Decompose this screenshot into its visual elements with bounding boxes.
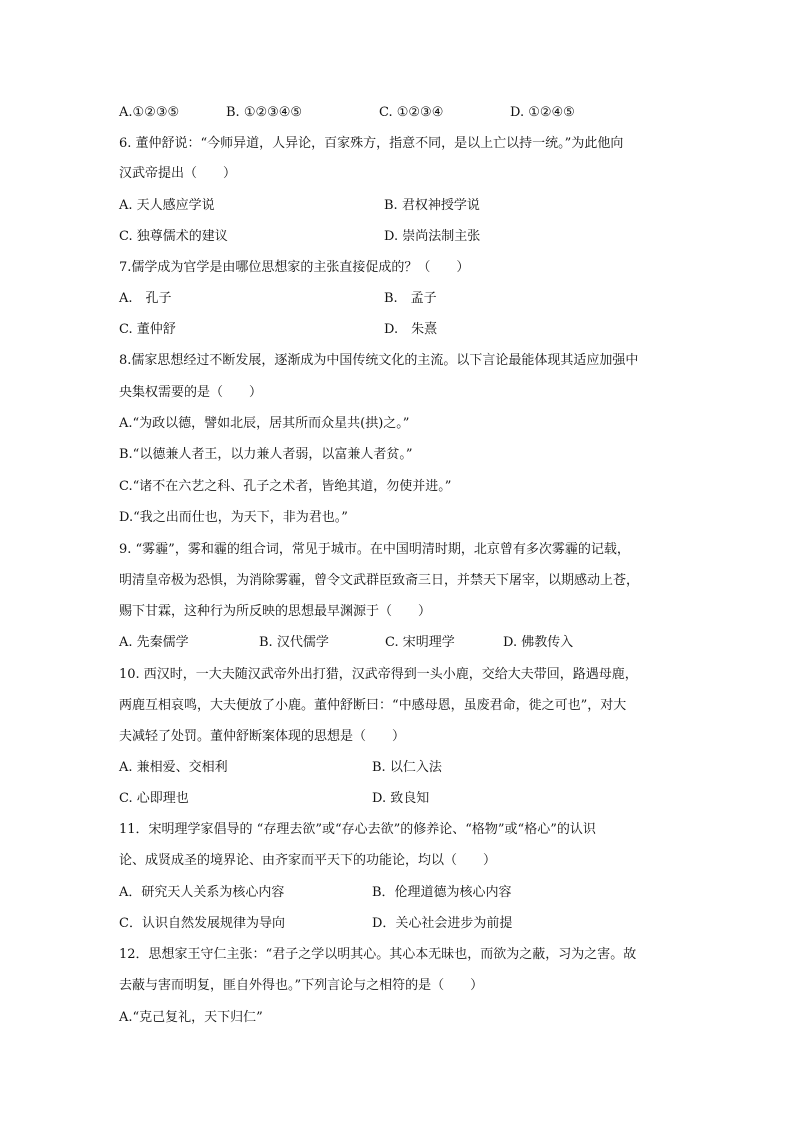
q5-option-d: D. ①②④⑤: [510, 105, 575, 120]
q11-option-b: B．伦理道德为核心内容: [372, 885, 512, 900]
q8-stem-line1: 8.儒家思想经过不断发展，逐渐成为中国传统文化的主流。以下言论最能体现其适应加强中: [119, 353, 639, 368]
q10-option-a: A. 兼相爱、交相利: [119, 760, 228, 775]
q10-option-d: D. 致良知: [372, 791, 430, 806]
q10-option-b: B. 以仁入法: [372, 760, 442, 775]
q8-option-a: A.“为政以德，譬如北辰，居其所而众星共(拱)之。”: [119, 416, 410, 431]
q6-option-c: C. 独尊儒术的建议: [119, 229, 228, 244]
q7-stem: 7.儒学成为官学是由哪位思想家的主张直接促成的？（ ）: [119, 260, 470, 275]
q11-option-d: D．关心社会进步为前提: [372, 916, 513, 931]
q11-option-c: C．认识自然发展规律为导向: [119, 916, 285, 931]
q5-option-a: A.①②③⑤: [119, 105, 180, 120]
q10-option-c: C. 心即理也: [119, 791, 189, 806]
q9-option-d: D. 佛教传入: [503, 635, 574, 650]
q12-stem-line2: 去蔽与害而明复，匪自外得也。”下列言论与之相符的是（ ）: [119, 978, 484, 993]
q7-option-d: D. 朱熹: [384, 322, 438, 337]
q6-option-b: B. 君权神授学说: [384, 198, 480, 213]
q9-option-c: C. 宋明理学: [385, 635, 455, 650]
q12-option-a: A.“克己复礼，天下归仁”: [119, 1010, 263, 1025]
q6-stem-line1: 6. 董仲舒说：“今师异道，人异论，百家殊方，指意不同，是以上亡以持一统。”为此他向: [119, 136, 624, 151]
q8-option-b: B.“以德兼人者王，以力兼人者弱，以富兼人者贫。”: [119, 447, 413, 462]
q8-stem-line2: 央集权需要的是（ ）: [119, 385, 263, 400]
q8-option-c: C.“诸不在六艺之科、孔子之术者，皆绝其道，勿使并进。”: [119, 479, 452, 494]
q7-option-c: C. 董仲舒: [119, 322, 176, 337]
q11-option-a: A．研究天人关系为核心内容: [119, 885, 285, 900]
q6-option-a: A. 天人感应学说: [119, 198, 215, 213]
q9-stem-line1: 9. “雾霾”，雾和霾的组合词，常见于城市。在中国明清时期，北京曾有多次雾霾的记载，: [119, 542, 630, 557]
q7-option-b: B. 孟子: [384, 291, 437, 306]
q9-option-a: A. 先秦儒学: [119, 635, 189, 650]
q10-stem-line1: 10. 西汉时，一大夫随汉武帝外出打猎，汉武帝得到一头小鹿，交给大夫带回，路遇母鹿，: [119, 667, 638, 682]
q10-stem-line3: 夫减轻了处罚。董仲舒断案体现的思想是（ ）: [119, 729, 406, 744]
q6-stem-line2: 汉武帝提出（ ）: [119, 166, 237, 181]
q5-option-b: B. ①②③④⑤: [226, 105, 303, 120]
q9-stem-line3: 赐下甘霖，这种行为所反映的思想最早渊源于（ ）: [119, 604, 432, 619]
q9-stem-line2: 明清皇帝极为恐惧，为消除雾霾，曾令文武群臣致斋三日，并禁天下屠宰，以期感动上苍，: [119, 573, 640, 588]
q9-option-b: B. 汉代儒学: [259, 635, 329, 650]
q10-stem-line2: 两鹿互相哀鸣，大夫便放了小鹿。董仲舒断曰：“中感母恩，虽废君命，徙之可也”，对大: [119, 698, 627, 713]
q6-option-d: D. 崇尚法制主张: [384, 229, 481, 244]
q7-option-a: A. 孔子: [119, 291, 172, 306]
q8-option-d: D.“我之出而仕也，为天下，非为君也。”: [119, 510, 348, 525]
q5-option-c: C. ①②③④: [379, 105, 444, 120]
q12-stem-line1: 12．思想家王守仁主张：“君子之学以明其心。其心本无昧也，而欲为之蔽，习为之害。故: [119, 947, 637, 962]
q11-stem-line2: 论、成贤成圣的境界论、由齐家而平天下的功能论，均以（ ）: [119, 853, 497, 868]
q11-stem-line1: 11．宋明理学家倡导的 “存理去欲”或“存心去欲”的修养论、“格物”或“格心”的认识: [119, 822, 596, 837]
